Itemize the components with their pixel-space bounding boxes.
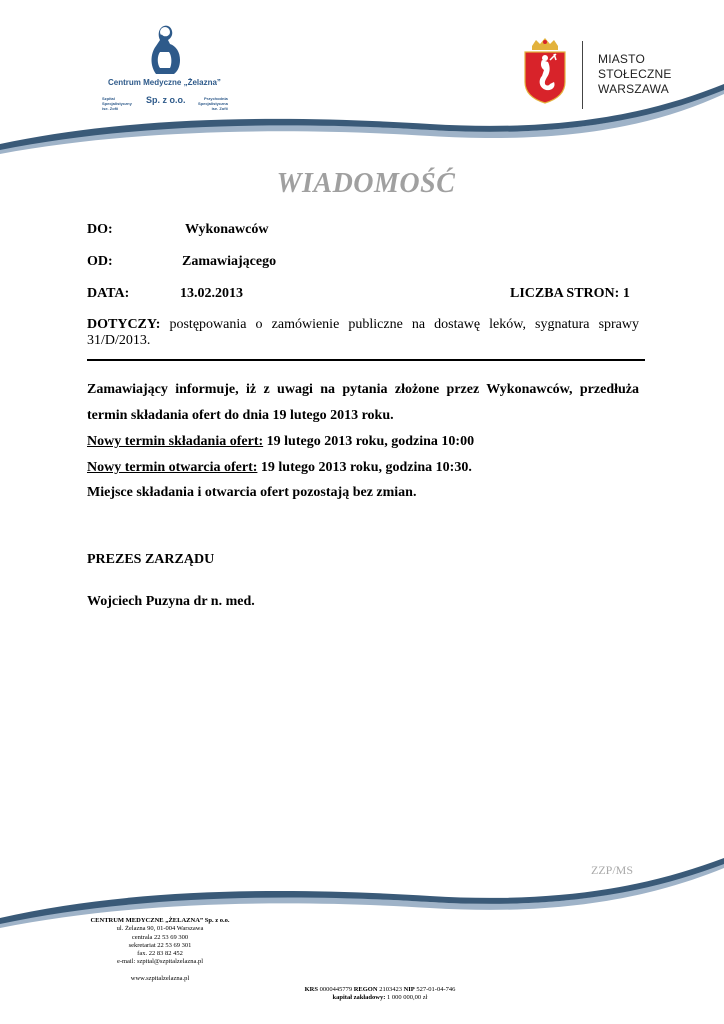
to-label: DO:: [87, 222, 113, 237]
date-label: DATA:: [87, 286, 130, 301]
footer-ids: [280, 986, 480, 994]
footer-website: www.szpitalzelazna.pl: [130, 974, 190, 982]
page-count-value: [615, 286, 630, 301]
body-line-5: Miejsce składania i otwarcia ofert pozostają bez zmian.: [87, 485, 417, 500]
nip-value: 527-01-04-746: [414, 986, 456, 993]
logo-company-type: Sp. z o.o.: [146, 95, 186, 105]
subject-label: DOTYCZY:: [87, 317, 161, 332]
logo-name: Centrum Medyczne „Żelazna”: [108, 78, 221, 87]
footer-contact: [60, 917, 260, 983]
caption-line: Przychodnia: [204, 96, 228, 101]
footer-registration: [280, 986, 480, 1003]
body-line-2: termin składania ofert do dnia 19 lutego 2013 roku.: [87, 408, 394, 423]
city-line: STOŁECZNE: [598, 67, 672, 81]
caption-line: Specjalistyczny: [102, 101, 132, 106]
krs-label: KRS: [304, 986, 318, 993]
city-line: WARSZAWA: [598, 82, 669, 96]
separator-line: [87, 359, 645, 361]
footer-email: e-mail: szpital@szpitalzelazna.pl: [116, 958, 204, 966]
capital-value: 1 000 000,00 zł: [385, 994, 428, 1002]
signatory-title: PREZES ZARZĄDU: [87, 552, 215, 567]
caption-line: Specjalistyczna: [198, 101, 228, 106]
new-submission-label: Nowy termin składania ofert:: [87, 434, 264, 449]
footer-address: ul. Żelazna 90, 01-004 Warszawa: [116, 925, 204, 933]
caption-line: ise. Zofii: [211, 106, 228, 111]
to-value: Wykonawców: [185, 222, 269, 237]
caption-line: ise. Zofii: [102, 106, 119, 111]
page-count-number: : 1: [614, 286, 630, 301]
new-opening-value: 19 lutego 2013 roku, godzina 10:30.: [257, 460, 472, 475]
footer-company: CENTRUM MEDYCZNE „ŻELAZNA” Sp. z o.o.: [90, 917, 230, 924]
header-wave-decoration: [0, 80, 724, 160]
date-value: 13.02.2013: [180, 286, 243, 301]
new-submission-value: 19 lutego 2013 roku, godzina 10:00: [263, 434, 475, 449]
footer-fax: fax. 22 83 82 452: [137, 950, 183, 958]
new-opening-deadline: [87, 460, 472, 476]
subject-text: postępowania o zamówienie publiczne na dostawę leków, sygnatura sprawy: [169, 317, 639, 332]
capital-label: kapitał zakładowy:: [332, 994, 386, 1002]
signatory-name: Wojciech Puzyna dr n. med.: [87, 594, 255, 609]
body-line-1: Zamawiający informuje, iż z uwagi na pytania złożone przez Wykonawców, przedłuża: [87, 382, 639, 397]
hospital-figure-icon: [100, 22, 240, 82]
document-reference: ZZP/MS: [591, 863, 634, 877]
krs-value: 0000445779: [317, 986, 354, 993]
regon-label: REGON: [353, 986, 378, 993]
footer-secretariat: sekretariat 22 53 69 301: [128, 941, 192, 949]
new-submission-deadline: [87, 434, 474, 450]
city-line: MIASTO: [598, 52, 645, 66]
regon-value: 2103423: [377, 986, 404, 993]
from-label: OD:: [87, 254, 113, 269]
from-value: Zamawiającego: [182, 254, 277, 269]
subject: [87, 317, 639, 349]
page-count: [510, 286, 630, 302]
document-title: WIADOMOŚĆ: [276, 168, 456, 199]
new-opening-label: Nowy termin otwarcia ofert:: [87, 460, 258, 475]
page-count-label: LICZBA STRON: [510, 286, 615, 301]
caption-line: Szpital: [102, 96, 115, 101]
footer-central: centrala 22 53 69 300: [131, 933, 189, 941]
footer-capital: [280, 994, 480, 1002]
nip-label: NIP: [403, 986, 415, 993]
subject-line: [87, 317, 639, 333]
subject-line-2: 31/D/2013.: [87, 333, 151, 348]
